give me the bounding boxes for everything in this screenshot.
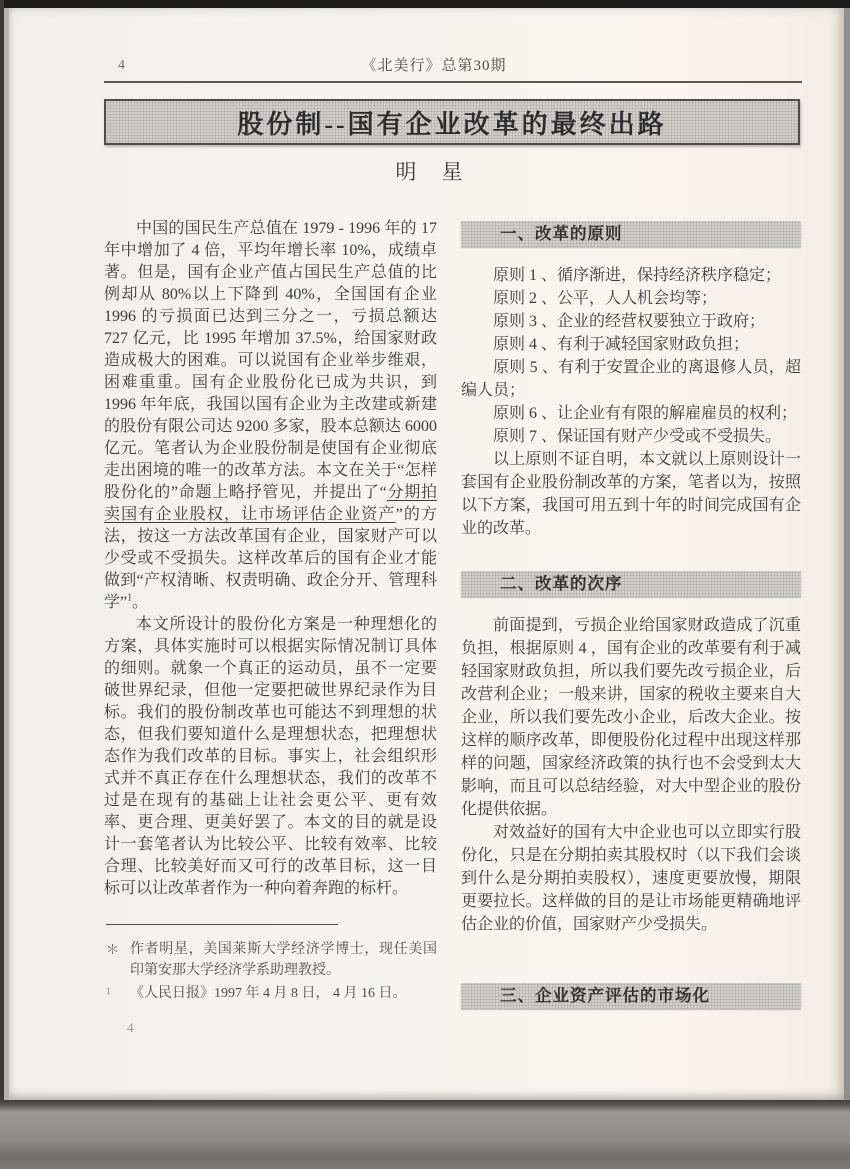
footnote-block bbox=[104, 924, 437, 1006]
principle-item: 原则 2 、公平，人人机会均等； bbox=[493, 290, 718, 307]
paragraph-ideal-plan: 本文所设计的股份化方案是一种理想化的方案，具体实施时可以根据实际情况制订具体的细则。就象一个真正的运动员，虽不一定要破世界纪录，但他一定要把破世界纪录作为目标。我们的股份制改革也可能达不到理想的状态，但我们要知道什么是理想状态，把理想状态作为我们改革的目标。事实上，社会组织形式并不真正存在什么理想状态，我们的改革不过是在现有的基础上让社会更公平、更有效率、更合理、更美好罢了。本文的目的就是设计一套笔者认为比较公平、比较有效率、比较合理、比较美好而又可行的改革目标，这一目标可以让改革者作为一种向着奔跑的标杆。 bbox=[104, 616, 437, 897]
underlined-proposal: 分期拍卖国有企业股权，让市场评估企业资产 bbox=[104, 484, 437, 523]
principles-closing-paragraph: 以上原则不证自明，本文就以上原则设计一套国有企业股份制改革的方案，笔者以为，按照以下方案，我国可用五到十年的时间完成国有企业的改革。 bbox=[461, 451, 801, 537]
paragraph-intro-end: 。 bbox=[132, 594, 149, 611]
footnote-author-marker: ＊ bbox=[106, 942, 120, 957]
reform-order-paragraph-1: 前面提到，亏损企业给国家财政造成了沉重负担，根据原则 4 ，国有企业的改革要有利于减轻国家财政负担，所以我们要先改亏损企业，后改营利企业；一般来讲，国家的税收主要来自大企业，所以我们要先改小企业，后改大企业。按这样的顺序改革，即便股份化过程中出现这样那样的问题，国家经济政策的执行也不会受到太大影响，而且可以总结经验，对大中型企业的股份化提供依据。 bbox=[461, 617, 801, 818]
article-title: 股份制--国有企业改革的最终出路 bbox=[237, 109, 667, 139]
footnote-citation-marker: 1 bbox=[106, 986, 111, 996]
principle-item: 原则 3 、企业的经营权要独立于政府； bbox=[493, 313, 766, 330]
footnote-citation bbox=[104, 983, 437, 1004]
section-heading-asset-valuation: 三、企业资产评估的市场化 bbox=[461, 983, 801, 1009]
principle-item: 原则 4 、有利于减轻国家财政负担； bbox=[493, 336, 750, 353]
scan-bottom-edge bbox=[0, 1100, 850, 1169]
page-number-top: 4 bbox=[118, 58, 125, 73]
page-number-bottom: 4 bbox=[127, 1020, 134, 1035]
footnote-author-text: 作者明星，美国莱斯大学经济学博士，现任美国印第安那大学经济学系助理教授。 bbox=[130, 942, 437, 978]
scan-top-edge bbox=[0, 0, 850, 8]
paragraph-intro-text: 中国的国民生产总值在 1979 - 1996 年的 17 年中增加了 4 倍，平均年增长率 10%，成绩卓著。但是，国有企业产值占国民生产总值的比例却从 80%以上下降到 40%，全国国有企业 1996 的亏损面已达到三分之一，亏损总额达 727 亿元，比 1995 年增加 37.5%，给国家财政造成极大的困难。可以说国有企业举步维艰，困难重重。国有企业股份化已成为共识，到 1996 年年底，我国以国有企业为主改建或新建的股份有限公司达 9200 多家，股本总额达 6000 亿元。笔者认为企业股份制是使国有企业彻底走出困境的唯一的改革方法。本文在关于“怎样股份化的”命题上略抒管见，并提出了“ bbox=[104, 220, 437, 501]
section-heading-reform-order: 二、改革的次序 bbox=[461, 571, 801, 597]
paragraph-intro bbox=[104, 218, 437, 614]
title-banner bbox=[104, 99, 800, 145]
journal-page bbox=[9, 8, 844, 1100]
section-reform-order bbox=[461, 571, 801, 936]
principle-item: 原则 6 、让企业有有限的解雇雇员的权利； bbox=[493, 405, 798, 422]
section-heading-principles: 一、改革的原则 bbox=[461, 221, 801, 247]
principle-item: 原则 7 、保证国有财产少受或不受损失。 bbox=[493, 428, 782, 445]
principle-item: 原则 5 、有利于安置企业的离退修人员，超编人员； bbox=[461, 359, 801, 399]
header-rule bbox=[104, 81, 802, 83]
author-name: 明 星 bbox=[395, 160, 473, 184]
footnote-citation-text: 《人民日报》1997 年 4 月 8 日， 4 月 16 日。 bbox=[130, 986, 407, 1001]
journal-header: 《北美行》总第30期 bbox=[361, 58, 507, 74]
section-principles bbox=[461, 221, 801, 540]
reform-order-paragraph-2: 对效益好的国有大中企业也可以立即实行股份化，只是在分期拍卖其股权时（以下我们会谈到什么是分期拍卖股权），速度更要放慢，期限更要拉长。这样做的目的是让市场能更精确地评估企业的价值，国家财产少受损失。 bbox=[461, 824, 801, 933]
principle-item: 原则 1 、循序渐进，保持经济秩序稳定； bbox=[493, 267, 782, 284]
footnote-author bbox=[104, 939, 437, 981]
section-asset-valuation bbox=[461, 983, 801, 1009]
paragraph-intro-continue: ”的方法，按这一方法改革国有企业，国家财产可以少受或不受损失。这样改革后的国有企业才能做到“产权清晰、权责明确、政企分开、管理科学” bbox=[104, 506, 437, 611]
footnote-rule bbox=[106, 924, 338, 925]
footnote-reference-1: 1 bbox=[127, 592, 133, 604]
left-column bbox=[104, 218, 437, 1001]
